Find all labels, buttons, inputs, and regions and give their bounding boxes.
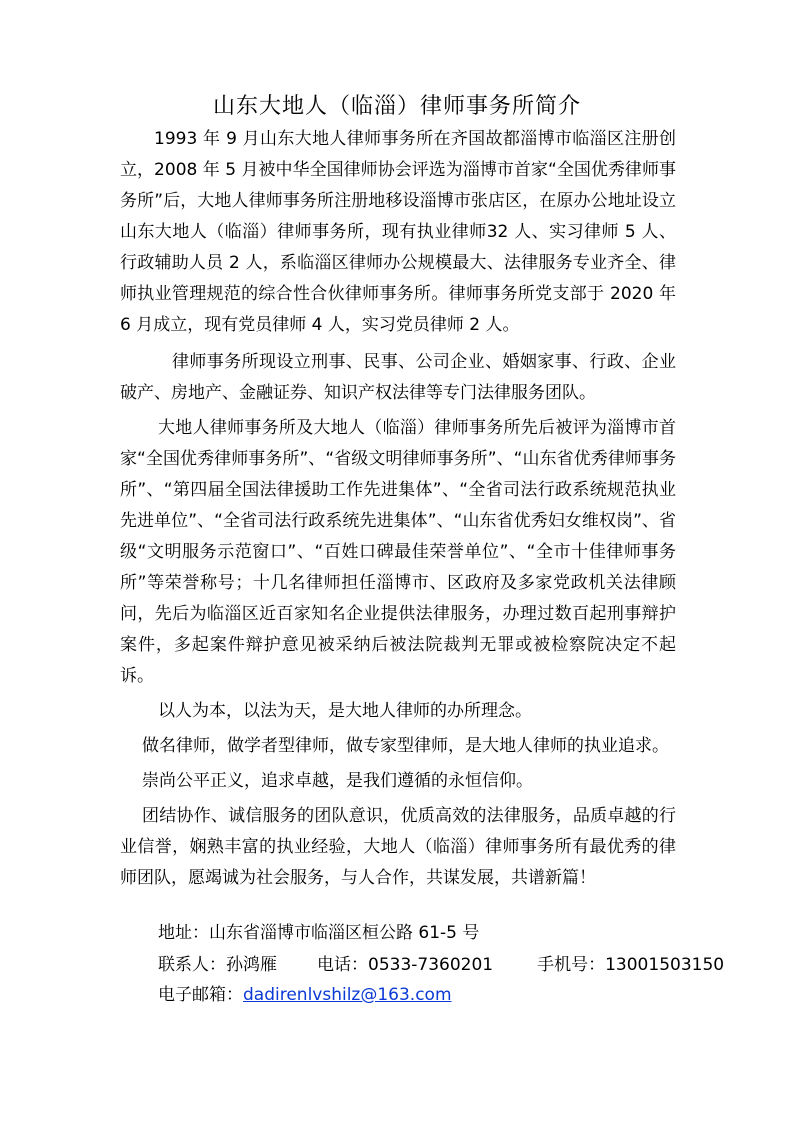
address-line bbox=[158, 918, 479, 949]
paragraph-service-teams: 律师事务所现设立刑事、民事、公司企业、婚姻家事、行政、企业破产、房地产、金融证券、知识产权法律等专门法律服务团队。 bbox=[120, 352, 676, 403]
email-line bbox=[158, 980, 452, 1011]
mobile-label: 手机号： bbox=[537, 955, 606, 975]
address-value: 山东省淄博市临淄区桓公路 61-5 号 bbox=[209, 923, 480, 943]
paragraph-pursuit: 做名律师，做学者型律师，做专家型律师，是大地人律师的执业追求。 bbox=[142, 736, 669, 756]
contact-line bbox=[158, 950, 724, 981]
paragraph-firm-history: 1993 年 9 月山东大地人律师事务所在齐国故都淄博市临淄区注册创立，2008 年 5 月被中华全国律师协会评选为淄博市首家“全国优秀律师事务所”后，大地人律师事务所注册地移设淄博市张店区，在原办公地址设立山东大地人（临淄）律师事务所，现有执业律师32 人、实习律师 5 人、行政辅助人员 2 人，系临淄区律师办公规模最大、法律服务专业齐全、律师执业管理规范的综合性合伙律师事务所。律师事务所党支部于 2020 年 6 月成立，现有党员律师 4 人，实习党员律师 2 人。 bbox=[120, 129, 676, 335]
contact-person-value: 孙鸿雁 bbox=[226, 955, 277, 975]
email-label: 电子邮箱： bbox=[158, 985, 243, 1005]
contact-person-label: 联系人： bbox=[158, 955, 226, 975]
address-label: 地址： bbox=[158, 923, 209, 943]
paragraph-honors: 大地人律师事务所及大地人（临淄）律师事务所先后被评为淄博市首家“全国优秀律师事务所”、“省级文明律师事务所”、“山东省优秀律师事务所”、“第四届全国法律援助工作先进集体”、“全省司法行政系统规范执业先进单位”、“全省司法行政系统先进集体”、“山东省优秀妇女维权岗”、省级“文明服务示范窗口”、“百姓口碑最佳荣誉单位”、“全市十佳律师事务所”等荣誉称号；十几名律师担任淄博市、区政府及多家党政机关法律顾问，先后为临淄区近百家知名企业提供法律服务，办理过数百起刑事辩护案件，多起案件辩护意见被采纳后被法院裁判无罪或被检察院决定不起诉。 bbox=[120, 418, 676, 686]
document-title: 山东大地人（临淄）律师事务所简介 bbox=[212, 94, 581, 119]
paragraph-team: 团结协作、诚信服务的团队意识，优质高效的法律服务，品质卓越的行业信誉，娴熟丰富的执业经验，大地人（临淄）律师事务所有最优秀的律师团队，愿竭诚为社会服务，与人合作，共谋发展，共谱新篇！ bbox=[120, 806, 676, 888]
email-link[interactable]: dadirenlvshilz@163.com bbox=[243, 985, 452, 1005]
paragraph-philosophy: 以人为本，以法为天，是大地人律师的办所理念。 bbox=[158, 701, 532, 721]
document-body bbox=[120, 124, 676, 894]
phone-value: 0533-7360201 bbox=[368, 955, 494, 975]
phone-label: 电话： bbox=[317, 955, 368, 975]
paragraph-belief: 崇尚公平正义，追求卓越，是我们遵循的永恒信仰。 bbox=[142, 771, 533, 791]
mobile-value: 13001503150 bbox=[605, 955, 725, 975]
